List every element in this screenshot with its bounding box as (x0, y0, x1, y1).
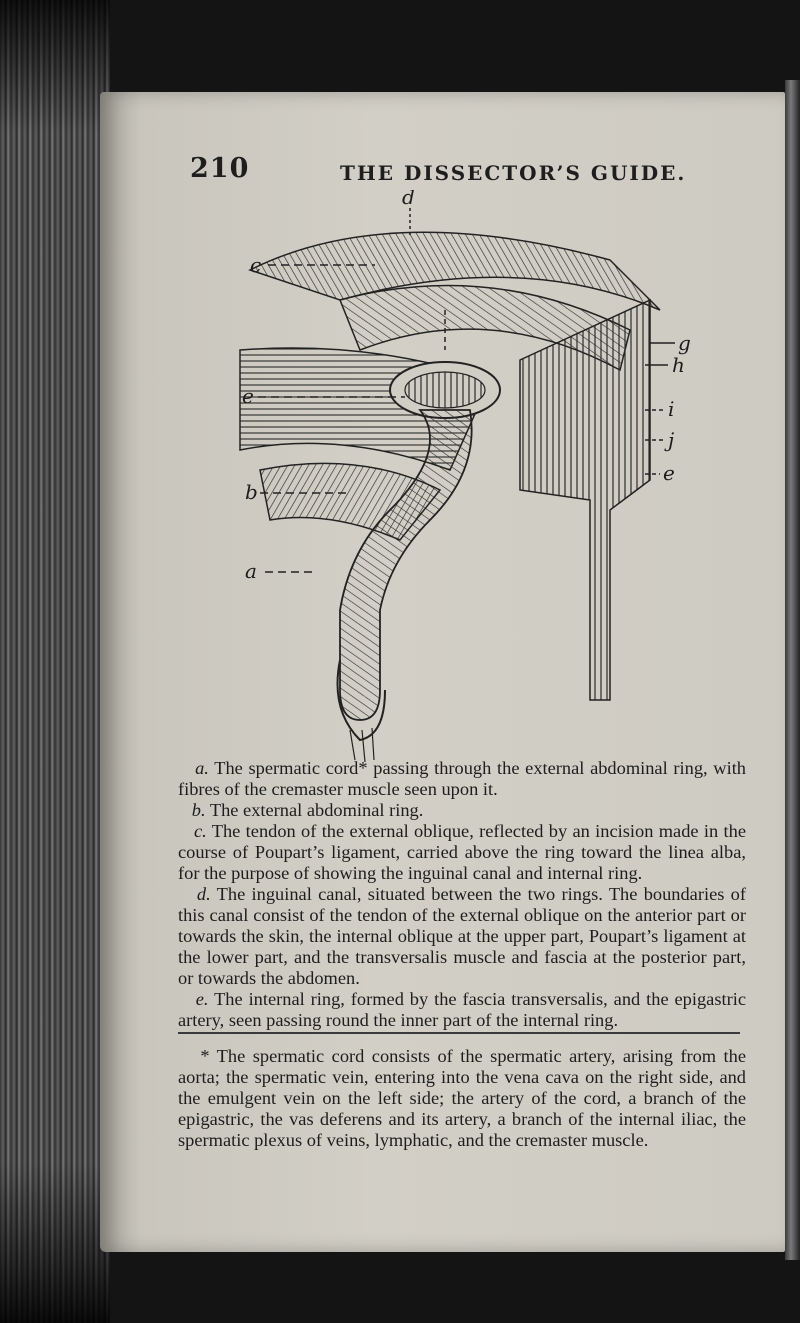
legend-item-e: e. The internal ring, formed by the fascia transversalis, and the epigastric artery, seen passing round the inner part of the internal ring. (178, 989, 747, 1030)
label-c: c (250, 253, 262, 277)
inguinal-canal-engraving (190, 190, 710, 770)
page-edge (785, 80, 800, 1260)
label-i: i (668, 397, 675, 421)
label-a: a (245, 559, 257, 583)
footnote (178, 1046, 746, 1151)
legend-item-d: d. The inguinal canal, situated between the two rings. The boundaries of this canal consist of the tendon of the external oblique on the anterior part or towards the skin, the internal oblique at the upper part, Poupart’s ligament at the lower part, and the transversalis muscle and fascia at the posterior part, or towards the abdomen. (178, 884, 747, 988)
legend-item-a: a. The spermatic cord* passing through the external abdominal ring, with fibres of the cremaster muscle seen upon it. (178, 758, 747, 799)
footnote-text: * The spermatic cord consists of the spermatic artery, arising from the aorta; the spermatic vein, entering into the vena cava on the right side, and the emulgent vein on the left side; the artery of the cord, a branch of the epigastric, the vas deferens and its artery, a branch of the internal iliac, the spermatic plexus of veins, lymphatic, and the cremaster muscle. (178, 1046, 747, 1150)
label-j: j (668, 428, 675, 452)
footnote-rule (178, 1032, 740, 1034)
label-g: g (678, 331, 691, 355)
label-d: d (402, 190, 415, 209)
label-b: b (245, 480, 258, 504)
figure-legend (178, 758, 746, 1031)
label-e-left: e (242, 384, 254, 408)
running-title: THE DISSECTOR’S GUIDE. (340, 161, 687, 185)
label-e-right: e (663, 461, 675, 485)
transversalis-muscle (520, 300, 650, 700)
legend-item-c: c. The tendon of the external oblique, reflected by an incision made in the course of Poupart’s ligament, carried above the ring toward the linea alba, for the purpose of showing the inguinal canal and internal ring. (178, 821, 746, 883)
page-number: 210 (190, 153, 250, 184)
legend-item-b: b. The external abdominal ring. (191, 800, 424, 820)
page-header (190, 153, 750, 189)
spine-shadow (0, 0, 110, 1323)
label-h: h (672, 353, 685, 377)
anatomical-figure (190, 190, 710, 770)
